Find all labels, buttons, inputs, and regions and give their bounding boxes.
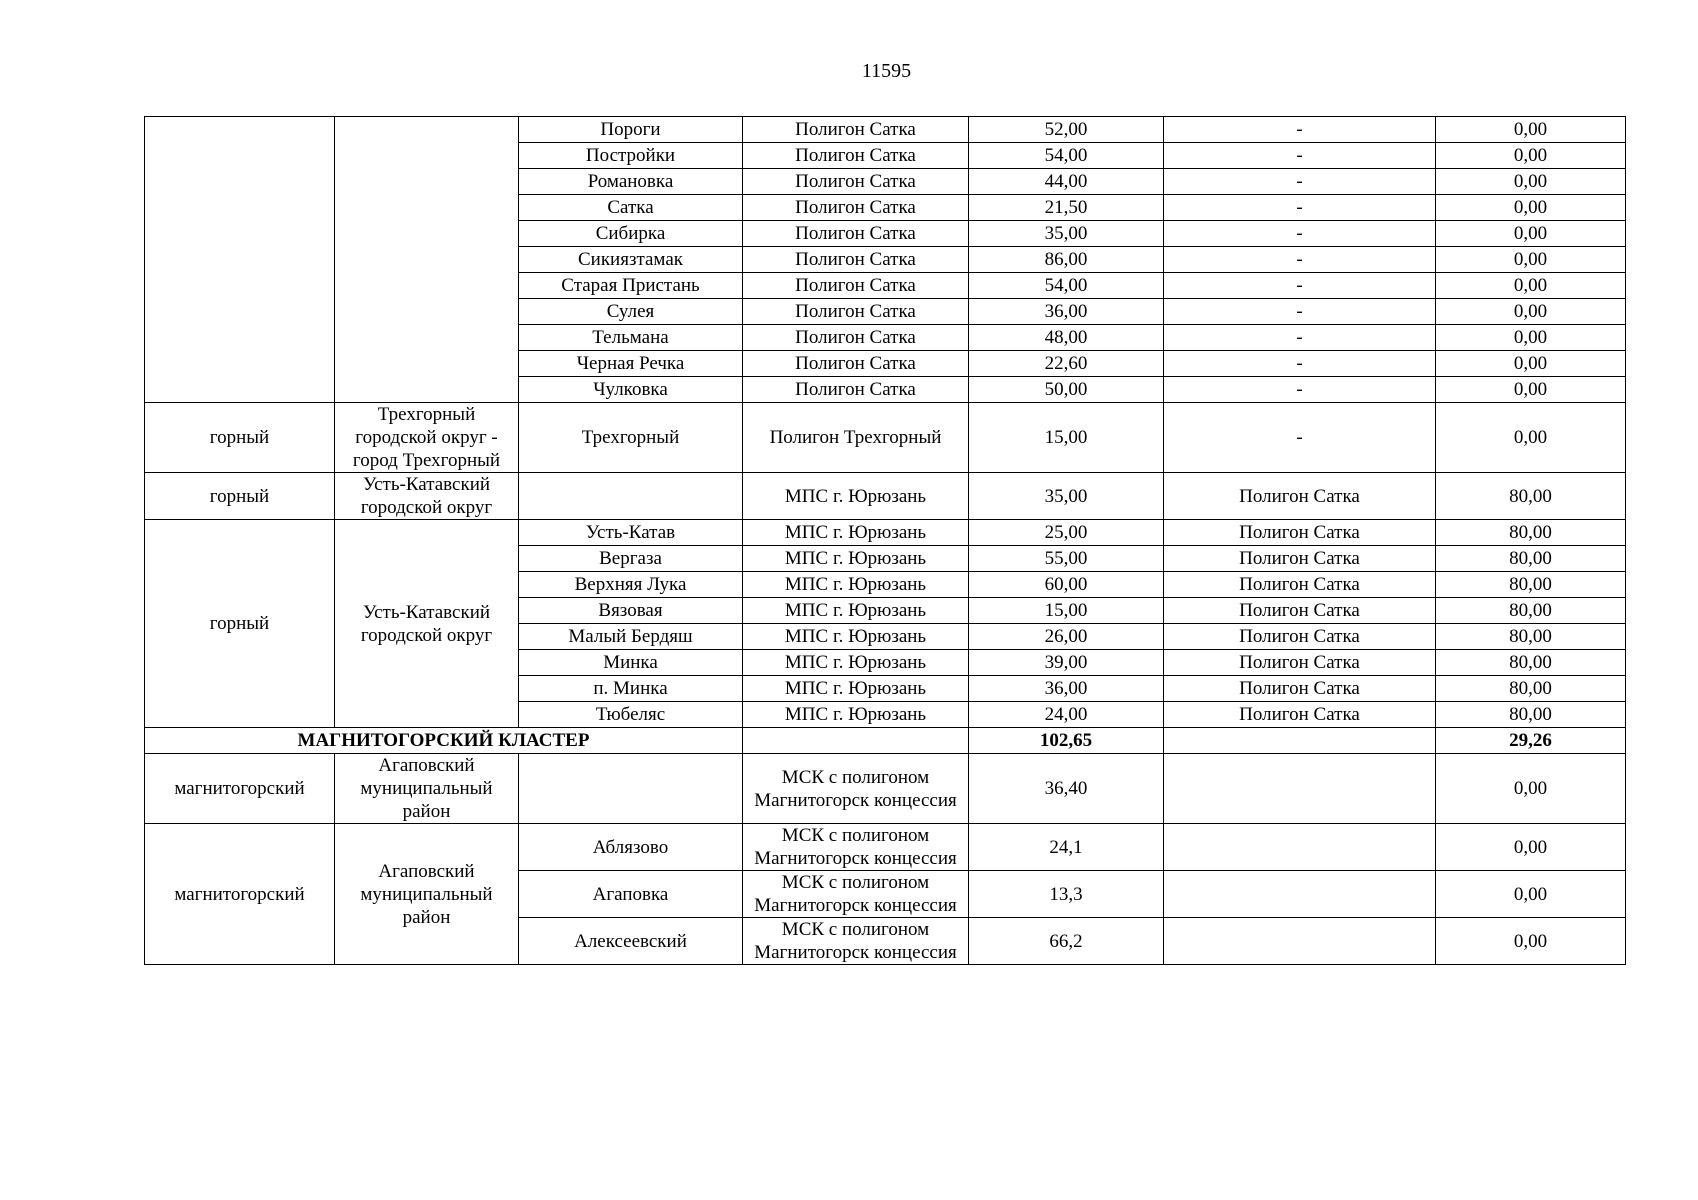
distance-cell: 55,00 xyxy=(969,546,1164,572)
facility-cell: Полигон Сатка xyxy=(743,169,969,195)
locality-cell: Сикиязтамак xyxy=(519,247,743,273)
locality-cell: Верхняя Лука xyxy=(519,572,743,598)
facility-cell: Полигон Сатка xyxy=(743,325,969,351)
facility-cell: МСК с полигоном Магнитогорск концессия xyxy=(743,871,969,918)
locality-cell: Сулея xyxy=(519,299,743,325)
distance-cell: 44,00 xyxy=(969,169,1164,195)
distance2-cell: 0,00 xyxy=(1436,117,1626,143)
distance-cell: 21,50 xyxy=(969,195,1164,221)
distance-cell: 35,00 xyxy=(969,221,1164,247)
distance-cell: 60,00 xyxy=(969,572,1164,598)
zone-cell: горный xyxy=(145,403,335,473)
distance2-cell: 0,00 xyxy=(1436,299,1626,325)
distance-cell: 22,60 xyxy=(969,351,1164,377)
locality-cell: п. Минка xyxy=(519,676,743,702)
next-facility-cell: Полигон Сатка xyxy=(1164,598,1436,624)
locality-cell: Аблязово xyxy=(519,824,743,871)
next-facility-cell xyxy=(1164,824,1436,871)
distance-cell: 15,00 xyxy=(969,598,1164,624)
next-facility-cell: - xyxy=(1164,221,1436,247)
locality-cell: Чулковка xyxy=(519,377,743,403)
locality-cell xyxy=(519,754,743,824)
facility-cell: МСК с полигоном Магнитогорск концессия xyxy=(743,824,969,871)
cluster-name: МАГНИТОГОРСКИЙ КЛАСТЕР xyxy=(145,728,743,754)
facility-cell: Полигон Сатка xyxy=(743,117,969,143)
zone-cell: магнитогорский xyxy=(145,824,335,965)
distance-cell: 54,00 xyxy=(969,273,1164,299)
distance2-cell: 0,00 xyxy=(1436,143,1626,169)
locality-cell: Пороги xyxy=(519,117,743,143)
distance2-cell: 0,00 xyxy=(1436,221,1626,247)
distance-cell: 25,00 xyxy=(969,520,1164,546)
locality-cell: Постройки xyxy=(519,143,743,169)
distance-cell: 39,00 xyxy=(969,650,1164,676)
zone-cell xyxy=(145,117,335,403)
distance-cell: 26,00 xyxy=(969,624,1164,650)
municipality-cell: Трехгорный городской округ - город Трехгорный xyxy=(335,403,519,473)
next-facility-cell: Полигон Сатка xyxy=(1164,572,1436,598)
distance2-cell: 0,00 xyxy=(1436,195,1626,221)
distance-cell: 86,00 xyxy=(969,247,1164,273)
facility-cell: Полигон Сатка xyxy=(743,221,969,247)
facility-cell: МПС г. Юрюзань xyxy=(743,598,969,624)
facility-cell: МСК с полигоном Магнитогорск концессия xyxy=(743,918,969,965)
facility-cell: Полигон Сатка xyxy=(743,195,969,221)
next-facility-cell: - xyxy=(1164,169,1436,195)
distance-cell: 66,2 xyxy=(969,918,1164,965)
cluster-distance2: 29,26 xyxy=(1436,728,1626,754)
next-facility-cell: - xyxy=(1164,247,1436,273)
distance2-cell: 0,00 xyxy=(1436,351,1626,377)
next-facility-cell: - xyxy=(1164,299,1436,325)
facility-cell: МПС г. Юрюзань xyxy=(743,650,969,676)
facility-cell: Полигон Сатка xyxy=(743,377,969,403)
zone-cell: горный xyxy=(145,520,335,728)
next-facility-cell: - xyxy=(1164,117,1436,143)
distance-cell: 24,00 xyxy=(969,702,1164,728)
facility-cell: МПС г. Юрюзань xyxy=(743,624,969,650)
next-facility-cell: Полигон Сатка xyxy=(1164,520,1436,546)
distance-cell: 36,00 xyxy=(969,676,1164,702)
distance2-cell: 0,00 xyxy=(1436,824,1626,871)
locality-cell: Тюбеляс xyxy=(519,702,743,728)
next-facility-cell xyxy=(1164,754,1436,824)
distance2-cell: 0,00 xyxy=(1436,403,1626,473)
distance2-cell: 0,00 xyxy=(1436,169,1626,195)
page-number: 11595 xyxy=(861,60,912,82)
municipality-cell: Агаповский муниципальный район xyxy=(335,824,519,965)
locality-cell: Трехгорный xyxy=(519,403,743,473)
table-row xyxy=(145,403,1626,473)
facility-cell: МПС г. Юрюзань xyxy=(743,702,969,728)
locality-cell: Агаповка xyxy=(519,871,743,918)
locality-cell: Романовка xyxy=(519,169,743,195)
facility-cell: Полигон Сатка xyxy=(743,273,969,299)
distance2-cell: 0,00 xyxy=(1436,273,1626,299)
next-facility-cell: - xyxy=(1164,377,1436,403)
next-facility-cell: Полигон Сатка xyxy=(1164,676,1436,702)
table-row xyxy=(145,473,1626,520)
distance2-cell: 80,00 xyxy=(1436,473,1626,520)
municipality-cell xyxy=(335,117,519,403)
locality-cell: Старая Пристань xyxy=(519,273,743,299)
facility-cell: МСК с полигоном Магнитогорск концессия xyxy=(743,754,969,824)
facility-cell: МПС г. Юрюзань xyxy=(743,520,969,546)
locality-cell: Тельмана xyxy=(519,325,743,351)
route-table xyxy=(144,116,1626,965)
distance2-cell: 80,00 xyxy=(1436,676,1626,702)
facility-cell: Полигон Сатка xyxy=(743,247,969,273)
locality-cell: Сибирка xyxy=(519,221,743,247)
next-facility-cell: - xyxy=(1164,325,1436,351)
next-facility-cell: Полигон Сатка xyxy=(1164,624,1436,650)
next-facility-cell: Полигон Сатка xyxy=(1164,546,1436,572)
facility-cell xyxy=(743,728,969,754)
distance2-cell: 80,00 xyxy=(1436,546,1626,572)
distance-cell: 15,00 xyxy=(969,403,1164,473)
distance-cell: 13,3 xyxy=(969,871,1164,918)
table-row xyxy=(145,520,1626,546)
municipality-cell: Усть-Катавский городской округ xyxy=(335,520,519,728)
facility-cell: МПС г. Юрюзань xyxy=(743,572,969,598)
next-facility-cell: - xyxy=(1164,273,1436,299)
next-facility-cell: - xyxy=(1164,403,1436,473)
distance2-cell: 0,00 xyxy=(1436,247,1626,273)
distance-cell: 50,00 xyxy=(969,377,1164,403)
facility-cell: Полигон Сатка xyxy=(743,299,969,325)
distance-cell: 36,40 xyxy=(969,754,1164,824)
distance-cell: 24,1 xyxy=(969,824,1164,871)
distance2-cell: 80,00 xyxy=(1436,598,1626,624)
distance-cell: 35,00 xyxy=(969,473,1164,520)
locality-cell xyxy=(519,473,743,520)
next-facility-cell: - xyxy=(1164,351,1436,377)
locality-cell: Сатка xyxy=(519,195,743,221)
distance2-cell: 0,00 xyxy=(1436,871,1626,918)
next-facility-cell xyxy=(1164,871,1436,918)
locality-cell: Черная Речка xyxy=(519,351,743,377)
municipality-cell: Усть-Катавский городской округ xyxy=(335,473,519,520)
distance-cell: 48,00 xyxy=(969,325,1164,351)
facility-cell: МПС г. Юрюзань xyxy=(743,546,969,572)
next-facility-cell: - xyxy=(1164,143,1436,169)
facility-cell: МПС г. Юрюзань xyxy=(743,676,969,702)
facility-cell: Полигон Сатка xyxy=(743,351,969,377)
locality-cell: Минка xyxy=(519,650,743,676)
distance2-cell: 0,00 xyxy=(1436,325,1626,351)
facility-cell: МПС г. Юрюзань xyxy=(743,473,969,520)
facility-cell: Полигон Трехгорный xyxy=(743,403,969,473)
table-row xyxy=(145,824,1626,871)
distance-cell: 54,00 xyxy=(969,143,1164,169)
cluster-row xyxy=(145,728,1626,754)
facility-cell: Полигон Сатка xyxy=(743,143,969,169)
distance2-cell: 80,00 xyxy=(1436,650,1626,676)
next-facility-cell: Полигон Сатка xyxy=(1164,702,1436,728)
next-facility-cell: Полигон Сатка xyxy=(1164,473,1436,520)
distance2-cell: 80,00 xyxy=(1436,572,1626,598)
distance-cell: 52,00 xyxy=(969,117,1164,143)
next-facility-cell xyxy=(1164,918,1436,965)
municipality-cell: Агаповский муниципальный район xyxy=(335,754,519,824)
locality-cell: Вязовая xyxy=(519,598,743,624)
table-row xyxy=(145,754,1626,824)
zone-cell: магнитогорский xyxy=(145,754,335,824)
distance2-cell: 80,00 xyxy=(1436,520,1626,546)
cluster-distance: 102,65 xyxy=(969,728,1164,754)
distance2-cell: 80,00 xyxy=(1436,702,1626,728)
distance-cell: 36,00 xyxy=(969,299,1164,325)
next-facility-cell: - xyxy=(1164,195,1436,221)
zone-cell: горный xyxy=(145,473,335,520)
distance2-cell: 80,00 xyxy=(1436,624,1626,650)
next-facility-cell: Полигон Сатка xyxy=(1164,650,1436,676)
distance2-cell: 0,00 xyxy=(1436,754,1626,824)
locality-cell: Малый Бердяш xyxy=(519,624,743,650)
locality-cell: Вергаза xyxy=(519,546,743,572)
distance2-cell: 0,00 xyxy=(1436,377,1626,403)
locality-cell: Усть-Катав xyxy=(519,520,743,546)
next-facility-cell xyxy=(1164,728,1436,754)
table-row xyxy=(145,117,1626,143)
locality-cell: Алексеевский xyxy=(519,918,743,965)
distance2-cell: 0,00 xyxy=(1436,918,1626,965)
